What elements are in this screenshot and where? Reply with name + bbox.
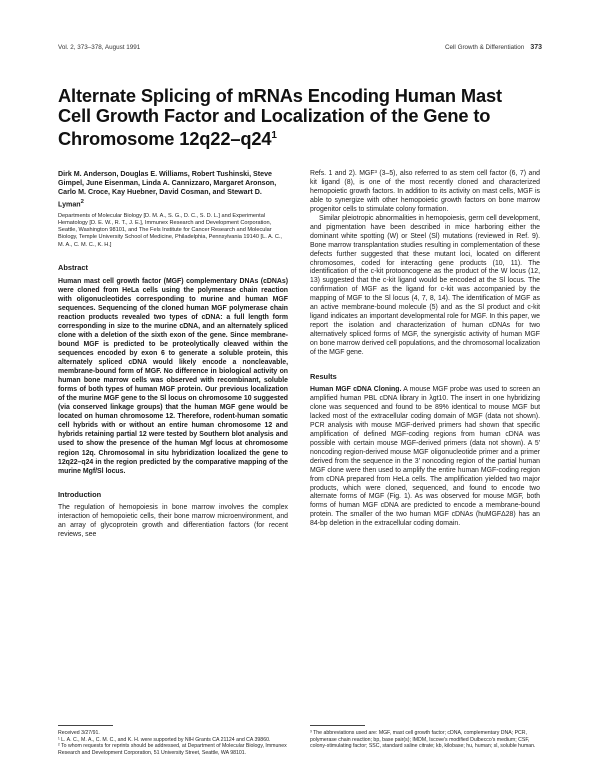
running-head-journal: Cell Growth & Differentiation: [444, 44, 525, 51]
running-head-volume: Vol. 2, 373–378, August 1991: [58, 44, 141, 51]
results-subheading: Human MGF cDNA Cloning.: [310, 386, 402, 394]
article-title: [58, 86, 538, 149]
running-head: [58, 44, 542, 51]
affiliations: Departments of Molecular Biology [D. M. A., S. G., D. C., S. D. L.] and Experimental Hematology [D. E. W., R. T., J. E.], Immunex Research and Development Corporation, Seattle, Washington 98101, and The Fels Institute for Cancer Research and Molecular Biology, Temple University School of Medicine, Philadelphia, Pennsylvania 19140 [L. A. C., M. A., C. M. C., K. H.]: [58, 213, 282, 248]
results-heading: Results: [310, 372, 337, 382]
abstract-heading: Abstract: [58, 262, 88, 272]
right-column: [310, 170, 540, 529]
left-column: [58, 170, 288, 539]
received-date: Received 3/27/91.: [58, 730, 100, 736]
right-footnotes: [310, 717, 540, 750]
footnote-1: ¹ L. A. C., M. A., C. M. C., and K. H. were supported by NIH Grants CA 21124 and CA 39860.: [58, 736, 271, 743]
article-title-text: Alternate Splicing of mRNAs Encoding Human Mast Cell Growth Factor and Localization of the Gene to Chromosome 12q22–q24: [58, 85, 502, 150]
footnote-rule: [58, 725, 113, 726]
author-footnote-mark: 2: [80, 198, 84, 205]
results-paragraph: [310, 386, 540, 529]
right-paragraph-1: Refs. 1 and 2). MGF³ (3–5), also referred to as stem cell factor (6, 7) and kit ligand (8), is one of the most recently cloned and characterized hemopoietic growth factors. In addition to its activity on mast cells, MGF is able to synergize with other hemopoietic growth factors on bone marrow progenitor cells to stimulate colony formation.: [310, 170, 540, 213]
page-number: 373: [530, 44, 542, 51]
author-list: [58, 170, 288, 209]
left-footnotes: [58, 717, 288, 756]
footnote-3-abbreviations: ³ The abbreviations used are: MGF, mast cell growth factor; cDNA, complementary DNA; PCR, polymerase chain reaction; bp, base pair(s); IMDM, Iscove's modified Dulbecco's medium; CSF, colony-stimulating factor; SSC, standard saline citrate; kb, kilobase; hu, human; sl, soluble human.: [310, 730, 536, 749]
running-head-right: [445, 44, 542, 51]
introduction-heading: Introduction: [58, 489, 102, 499]
abstract-text: Human mast cell growth factor (MGF) complementary DNAs (cDNAs) were cloned from HeLa cells using the polymerase chain reaction with oligonucleotides corresponding to murine and human MGF sequences. Sequencing of the cloned human MGF polymerase chain reaction products revealed two types of cDNA: a full length form corresponding in size to the murine cDNA, and an alternately spliced clone with a deletion of the sixth exon of the gene. Since membrane-bound MGF is predicted to be proteolytically cleaved within the sequences encoded by exon 6 to generate a soluble protein, this alternately spliced cDNA would likely encode a noncleavable, membrane-bound form of MGF. No difference in biological activity on human bone marrow cells was observed with recombinant, soluble forms of both types of human MGF protein. Our previous localization of the murine MGF gene to the Sl locus on chromosome 10 suggested (via conserved linkage groups) that the human MGF gene would be located on human chromosome 12. Therefore, rodent-human somatic cell hybrids with or without an entire human chromosome 12 and hybrids retaining partial 12 were tested by Southern blot analysis and used to show the presence of the human Mgf locus at chromosome region 12q. Chromosomal in situ hybridization localized the gene to 12q22–q24 in the region predicted by the comparative mapping of the murine Mgf/Sl locus.: [58, 277, 288, 475]
footnote-rule-right: [310, 725, 365, 726]
footnote-2: ² To whom requests for reprints should be addressed, at Department of Molecular Biology, Immunex Research and Development Corporation, 51 University Street, Seattle, WA 98101.: [58, 743, 287, 756]
title-footnote-mark: 1: [271, 130, 277, 141]
authors-text: Dirk M. Anderson, Douglas E. Williams, Robert Tushinski, Steve Gimpel, June Eisenman, Linda A. Cannizzaro, Margaret Aronson, Carlo M. Croce, Kay Huebner, David Cosman, and Stewart D. Lyman: [58, 170, 277, 208]
results-text: A mouse MGF probe was used to screen an amplified human PBL cDNA library in λgt10. The insert in one hybridizing clone was sequenced and found to be 89% identical to mouse MGF but lacked most of the extracellular coding domain of MGF (data not shown). PCR analysis with mouse MGF-derived primers had shown that specific amplification of defined MGF-coding regions from human cDNA was possible with certain mouse MGF-derived primers (data not shown). A 5′ noncoding region-derived mouse MGF oligonucleotide primer and a primer derived from the sequence in the 3′ noncoding region of the partial human MGF clone were then used to amplify the entire human MGF-coding region from cDNA prepared from HeLa cells. The amplification yielded two major products, which were cloned, sequenced, and found to encode two alternate forms of MGF (Fig. 1). As was observed for mouse MGF, both forms of human MGF cDNA are predicted to encode a membrane-bound protein. The smaller of the two human MGF cDNAs (huMGFΔ28) has an 84-bp deletion in the extracellular coding domain.: [310, 386, 541, 528]
right-paragraph-2: Similar pleiotropic abnormalities in hemopoiesis, germ cell development, and pigmentation have been described in mice harboring either the dominant white spotting (W) or Steel (Sl) mutations (reviewed in Ref. 9). Bone marrow transplantation studies resulting in complementation of these defects further suggested that these mutant loci, located on different chromosomes, coded for interacting gene products (10, 11). The identification of the c-kit protooncogene as the product of the W locus (12, 13) suggested that the c-kit ligand would be encoded at the Sl locus. The confirmation of MGF as the ligand for c-kit was accompanied by the mapping of MGF to the Sl locus (4, 7, 8, 14). The identification of MGF as an active membrane-bound molecule (5) and as the Sl product and c-kit ligand indicates an important developmental role for MGF. In this paper, we report the isolation and characterization of human cDNAs for two alternatively spliced forms of MGF, the synergistic activity of human MGF on bone marrow derived cell populations, and the chromosomal localization of the MGF gene.: [310, 214, 540, 357]
introduction-paragraph: The regulation of hemopoiesis in bone marrow involves the complex interaction of hemopoietic cells, their bone marrow microenvironment, and an array of glycoprotein growth and differentiation factors (for recent reviews, see: [58, 503, 288, 538]
